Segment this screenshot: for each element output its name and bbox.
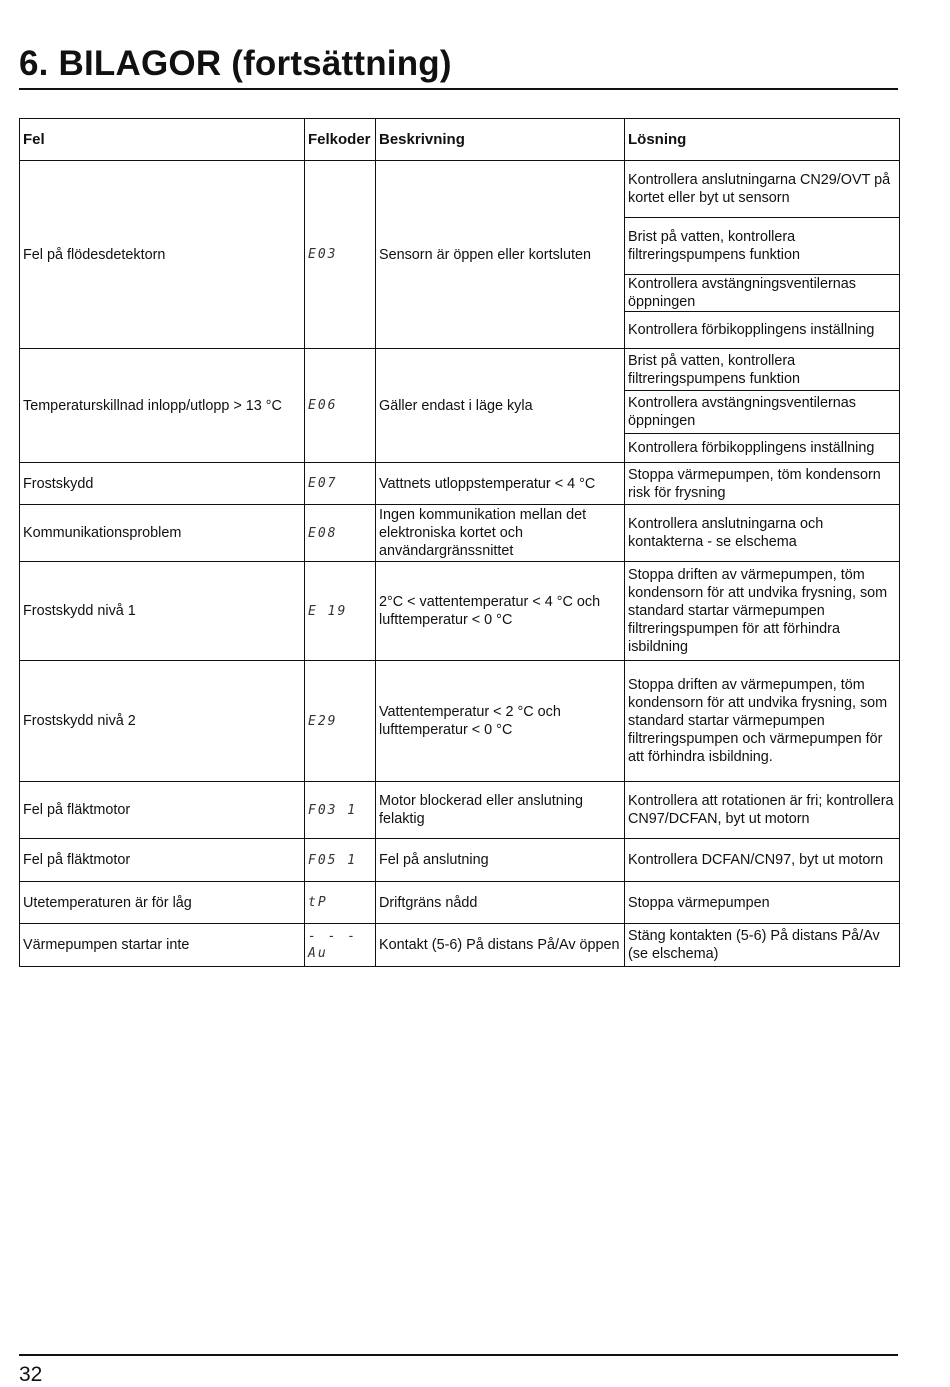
fault-code-line: E06 bbox=[308, 398, 338, 413]
fault-code bbox=[305, 882, 376, 924]
table-row bbox=[20, 882, 900, 924]
fault-name: Fel på fläktmotor bbox=[20, 839, 305, 882]
header-fel: Fel bbox=[20, 119, 305, 161]
fault-solution: Kontrollera att rotationen är fri; kontrollera CN97/DCFAN, byt ut motorn bbox=[625, 782, 900, 839]
fault-solution: Brist på vatten, kontrollera filtreringspumpens funktion bbox=[625, 349, 900, 391]
fault-solution: Kontrollera avstängningsventilernas öppningen bbox=[625, 275, 900, 312]
fault-code bbox=[305, 161, 376, 349]
title-divider bbox=[19, 88, 898, 90]
fault-code-line: E07 bbox=[308, 476, 338, 491]
fault-description: Fel på anslutning bbox=[376, 839, 625, 882]
fault-solution: Kontrollera förbikopplingens inställning bbox=[625, 312, 900, 349]
fault-name: Värmepumpen startar inte bbox=[20, 924, 305, 967]
fault-solution: Kontrollera avstängningsventilernas öppningen bbox=[625, 391, 900, 434]
fault-code-line: - - - bbox=[308, 929, 358, 944]
fault-code-line: Au bbox=[308, 946, 328, 961]
fault-name: Temperaturskillnad inlopp/utlopp > 13 °C bbox=[20, 349, 305, 463]
fault-name: Utetemperaturen är för låg bbox=[20, 882, 305, 924]
fault-code bbox=[305, 839, 376, 882]
fault-code-line: E03 bbox=[308, 247, 338, 262]
fault-code bbox=[305, 505, 376, 562]
fault-solution: Kontrollera anslutningarna CN29/OVT på kortet eller byt ut sensorn bbox=[625, 161, 900, 218]
table-row bbox=[20, 349, 900, 391]
fault-code-table bbox=[19, 118, 900, 967]
fault-solution: Stoppa värmepumpen bbox=[625, 882, 900, 924]
fault-description: Sensorn är öppen eller kortsluten bbox=[376, 161, 625, 349]
fault-code bbox=[305, 349, 376, 463]
table-row bbox=[20, 924, 900, 967]
fault-code-line: F03 1 bbox=[308, 802, 358, 818]
table-row bbox=[20, 463, 900, 505]
table-header-row bbox=[20, 119, 900, 161]
page-title: 6. BILAGOR (fortsättning) bbox=[19, 44, 452, 83]
fault-solution: Kontrollera förbikopplingens inställning bbox=[625, 434, 900, 463]
fault-name: Fel på flödesdetektorn bbox=[20, 161, 305, 349]
fault-code-line: F05 1 bbox=[308, 852, 358, 868]
fault-name: Frostskydd nivå 2 bbox=[20, 661, 305, 782]
table-row bbox=[20, 782, 900, 839]
fault-description: Vattnets utloppstemperatur < 4 °C bbox=[376, 463, 625, 505]
fault-description: 2°C < vattentemperatur < 4 °C och lufttemperatur < 0 °C bbox=[376, 562, 625, 661]
fault-solution: Stoppa driften av värmepumpen, töm kondensorn för att undvika frysning, som standard startar värmepumpen filtreringspumpen och värmepumpen för att förhindra isbildning. bbox=[625, 661, 900, 782]
fault-description: Vattentemperatur < 2 °C och lufttemperatur < 0 °C bbox=[376, 661, 625, 782]
page-number: 32 bbox=[19, 1363, 43, 1386]
fault-code-line: E 19 bbox=[308, 603, 348, 619]
table-row bbox=[20, 839, 900, 882]
fault-name: Kommunikationsproblem bbox=[20, 505, 305, 562]
fault-code bbox=[305, 924, 376, 967]
header-beskrivning: Beskrivning bbox=[376, 119, 625, 161]
header-losning: Lösning bbox=[625, 119, 900, 161]
fault-description: Motor blockerad eller anslutning felaktig bbox=[376, 782, 625, 839]
fault-code bbox=[305, 463, 376, 505]
fault-solution: Stoppa driften av värmepumpen, töm kondensorn för att undvika frysning, som standard startar värmepumpen filtreringspumpen för att förhindra isbildning bbox=[625, 562, 900, 661]
fault-name: Fel på fläktmotor bbox=[20, 782, 305, 839]
table-row bbox=[20, 161, 900, 218]
fault-description: Gäller endast i läge kyla bbox=[376, 349, 625, 463]
fault-table-body bbox=[20, 161, 900, 967]
fault-solution: Stäng kontakten (5-6) På distans På/Av (se elschema) bbox=[625, 924, 900, 967]
fault-description: Driftgräns nådd bbox=[376, 882, 625, 924]
fault-solution: Kontrollera anslutningarna och kontakterna - se elschema bbox=[625, 505, 900, 562]
table-row bbox=[20, 505, 900, 562]
header-felkoder: Felkoder bbox=[305, 119, 376, 161]
fault-solution: Kontrollera DCFAN/CN97, byt ut motorn bbox=[625, 839, 900, 882]
fault-description: Ingen kommunikation mellan det elektroniska kortet och användargränssnittet bbox=[376, 505, 625, 562]
fault-name: Frostskydd nivå 1 bbox=[20, 562, 305, 661]
fault-code-line: E08 bbox=[308, 525, 338, 541]
fault-solution: Brist på vatten, kontrollera filtreringspumpens funktion bbox=[625, 218, 900, 275]
fault-code bbox=[305, 782, 376, 839]
fault-code-line: E29 bbox=[308, 713, 338, 729]
table-row bbox=[20, 562, 900, 661]
fault-code-line: tP bbox=[308, 895, 328, 910]
footer-divider bbox=[19, 1354, 898, 1356]
fault-code bbox=[305, 661, 376, 782]
fault-description: Kontakt (5-6) På distans På/Av öppen bbox=[376, 924, 625, 967]
fault-code bbox=[305, 562, 376, 661]
fault-name: Frostskydd bbox=[20, 463, 305, 505]
fault-solution: Stoppa värmepumpen, töm kondensorn risk för frysning bbox=[625, 463, 900, 505]
table-row bbox=[20, 661, 900, 782]
